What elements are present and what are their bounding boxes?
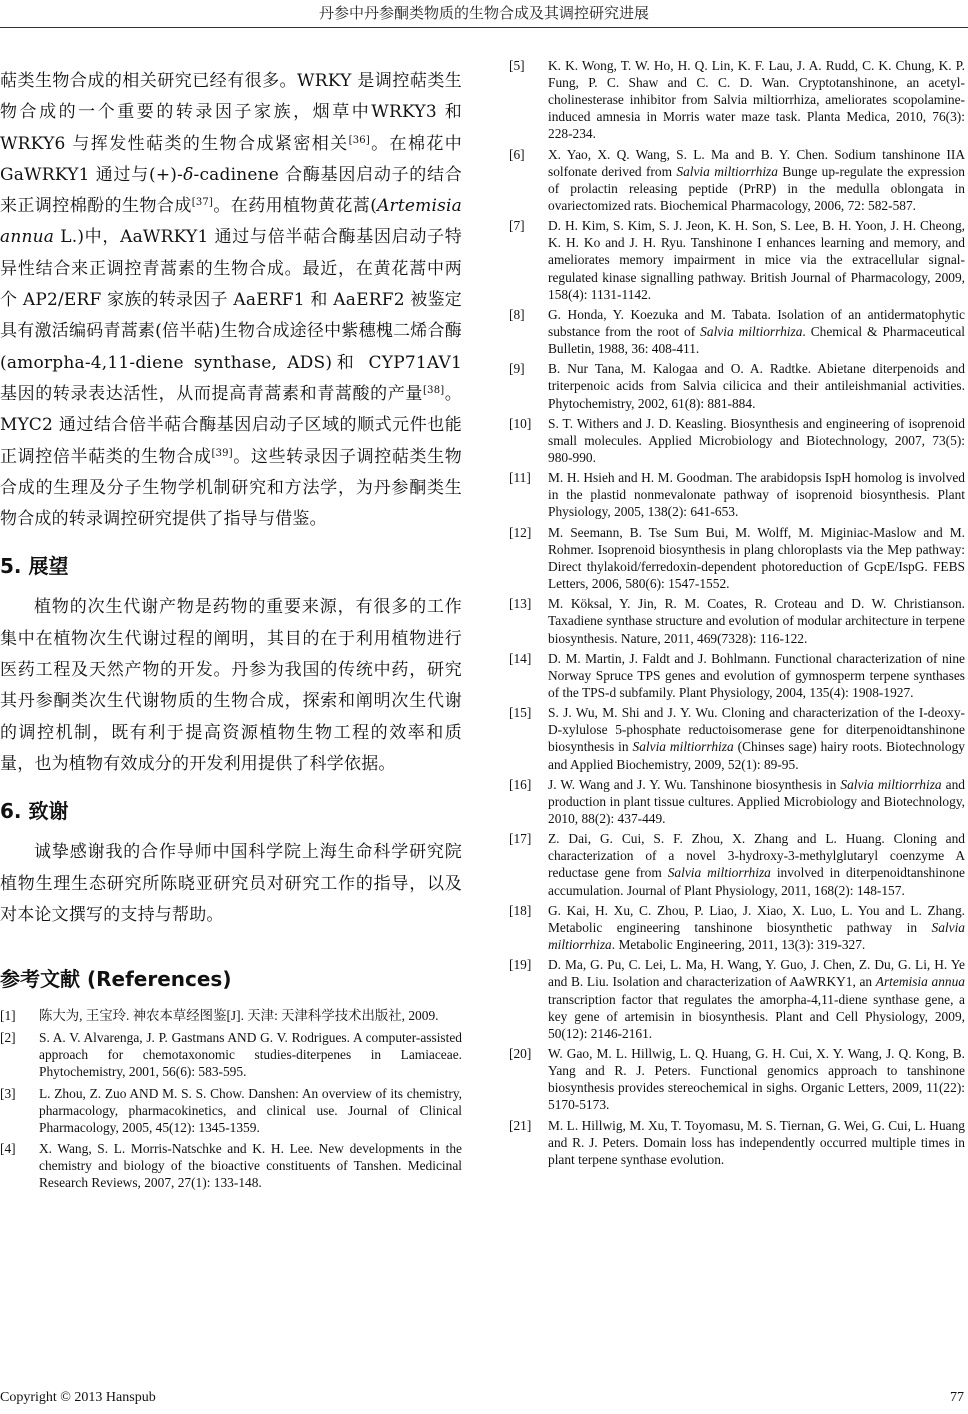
reference-text: M. H. Hsieh and H. M. Goodman. The arabidopsis IspH homolog is involved in the plastid nonmevalonate pathway of isoprenoid biosynthesis. Plant Physiology, 2005, 138(2): 641-653.: [548, 470, 965, 520]
reference-item: [509, 956, 965, 1041]
reference-number: [18]: [509, 902, 532, 918]
reference-number: [3]: [0, 1085, 16, 1101]
reference-number: [9]: [509, 361, 525, 377]
running-header: 丹参中丹参酮类物质的生物合成及其调控研究进展: [318, 4, 649, 22]
reference-text: J. W. Wang and J. Y. Wu. Tanshinone biosynthesis in Salvia miltiorrhiza and production in plant tissue cultures. Applied Microbiology and Biotechnology, 2010, 88(2): 437-449.: [548, 776, 965, 826]
reference-text: X. Yao, X. Q. Wang, S. L. Ma and B. Y. Chen. Sodium tanshinone IIA solfonate derived from Salvia miltiorrhiza Bunge up-regulate the expression of prolactin releasing peptide (PrRP) in the medulla oblongata in ovariectomized rats. Biochemical Pharmacology, 2006, 72: 582-587.: [548, 146, 965, 213]
reference-text: X. Wang, S. L. Morris-Natschke and K. H. Lee. New developments in the chemistry and biology of the bioactive constituents of Tanshen. Medicinal Research Reviews, 2007, 27(1): 133-148.: [39, 1141, 462, 1191]
reference-item: [509, 469, 965, 520]
reference-number: [14]: [509, 650, 532, 666]
reference-number: [16]: [509, 776, 532, 792]
reference-item: [509, 415, 965, 466]
reference-number: [2]: [0, 1029, 16, 1045]
reference-text: B. Nur Tana, M. Kalogaa and O. A. Radtke. Abietane diterpenoids and triterpenoic acids from Salvia cilicica and their antileishmanial activities. Phytochemistry, 2002, 61(8): 881-884.: [548, 361, 965, 411]
reference-number: [6]: [509, 146, 525, 162]
left-column: [0, 66, 462, 1196]
reference-text: Z. Dai, G. Cui, S. F. Zhou, X. Zhang and L. Huang. Cloning and characterization of a novel 3-hydroxy-3-methylglutaryl coenzyme A reductase gene from Salvia miltiorrhiza involved in diterpenoidtanshinone accumulation. Journal of Plant Physiology, 2011, 168(2): 148-157.: [548, 831, 965, 898]
reference-item: [509, 776, 965, 827]
page-number: 77: [950, 1390, 964, 1405]
body-paragraph-outlook: 植物的次生代谢产物是药物的重要来源，有很多的工作集中在植物次生代谢过程的阐明，其目的在于利用植物进行医药工程及天然产物的开发。丹参为我国的传统中药，研究其丹参酮类次生代谢物质的生物合成，探索和阐明次生代谢的调控机制，既有利于提高资源植物生物工程的效率和质量，也为植物有效成分的开发利用提供了科学依据。: [0, 597, 462, 774]
reference-text: D. H. Kim, S. Kim, S. J. Jeon, K. H. Son, S. Lee, B. H. Yoon, J. H. Cheong, K. H. Ko and J. H. Ryu. Tanshinone I enhances learning and memory, and ameliorates memory impairment in mice via the extracellular signal-regulated kinase signalling pathway. British Journal of Pharmacology, 2009, 158(4): 1131-1142.: [548, 218, 965, 302]
reference-number: [15]: [509, 705, 532, 721]
reference-item: [509, 1045, 965, 1113]
section-heading-acknowledgement: 6. 致谢: [0, 799, 69, 824]
reference-item: [0, 1007, 462, 1024]
reference-item: [0, 1029, 462, 1080]
reference-item: [509, 1117, 965, 1168]
reference-item: [509, 902, 965, 953]
reference-number: [7]: [509, 218, 525, 234]
reference-text: 陈大为, 王宝玲. 神农本草经图鉴[J]. 天津: 天津科学技术出版社, 2009.: [39, 1008, 439, 1024]
footer-copyright: Copyright © 2013 Hanspub: [0, 1390, 156, 1405]
reference-text: S. A. V. Alvarenga, J. P. Gastmans AND G. V. Rodrigues. A computer-assisted approach for chemotaxonomic studies-diterpenes in Lamiaceae. Phytochemistry, 2001, 56(6): 583-595.: [39, 1029, 462, 1079]
reference-text: W. Gao, M. L. Hillwig, L. Q. Huang, G. H. Cui, X. Y. Wang, J. Q. Kong, B. Yang and R. J. Peters. Functional genomics approach to tanshinone biosynthesis provides stereochemical in sighs. Organic Letters, 2009, 11(22): 5170-5173.: [548, 1045, 965, 1113]
reference-number: [11]: [509, 470, 531, 486]
reference-text: S. J. Wu, M. Shi and J. Y. Wu. Cloning and characterization of the I-deoxy-D-xylulose 5-phosphate reductoisomerase gene for diterpenoidtanshinone biosynthesis in Salvia miltiorrhiza (Chinses sage) hairy roots. Biotechnology and Applied Biochemistry, 2009, 52(1): 89-95.: [548, 705, 965, 772]
reference-number: [10]: [509, 415, 532, 431]
reference-text: M. Seemann, B. Tse Sum Bui, M. Wolff, M. Miginiac-Maslow and M. Rohmer. Isoprenoid biosynthesis in plang chloroplasts via the Mep pathway: Direct thylakoid/ferredoxin-dependent photoreduction of GcpE/IspG. FEBS Letters, 2006, 580(6): 1547-1552.: [548, 524, 965, 592]
reference-item: [0, 1085, 462, 1136]
reference-number: [12]: [509, 524, 532, 540]
reference-item: [509, 360, 965, 411]
reference-text: D. Ma, G. Pu, C. Lei, L. Ma, H. Wang, Y. Guo, J. Chen, Z. Du, G. Li, H. Ye and B. Liu. Isolation and characterization of AaWRKY1, an Artemisia annua transcription factor that regulates the amorpha-4,11-diene synthase gene, a key gene of artemisin in biosynthesis. Plant and Cell Physiology, 2009, 50(12): 2146-2161.: [548, 957, 965, 1041]
body-paragraph-acknowledgement: 诚挚感谢我的合作导师中国科学院上海生命科学研究院植物生理生态研究所陈晓亚研究员对研究工作的指导，以及对本论文撰写的支持与帮助。: [0, 842, 462, 925]
reference-text: M. L. Hillwig, M. Xu, T. Toyomasu, M. S. Tiernan, G. Wei, G. Cui, L. Huang and R. J. Peters. Domain loss has independently occurred multiple times in plant terpene synthase evolution.: [548, 1117, 965, 1167]
reference-number: [8]: [509, 306, 525, 322]
references-list-right: [509, 57, 965, 1171]
reference-item: [509, 146, 965, 214]
reference-item: [509, 217, 965, 302]
reference-item: [509, 704, 965, 772]
reference-number: [4]: [0, 1141, 16, 1157]
reference-number: [1]: [0, 1008, 16, 1024]
reference-text: D. M. Martin, J. Faldt and J. Bohlmann. Functional characterization of nine Norway Spruce TPS genes and evolution of gymnosperm terpene synthases of the TPS-d subfamily. Plant Physiology, 2004, 135(4): 1908-1927.: [548, 650, 965, 700]
reference-text: G. Honda, Y. Koezuka and M. Tabata. Isolation of an antidermatophytic substance from the root of Salvia miltiorrhiza. Chemical & Pharmaceutical Bulletin, 1988, 36: 408-411.: [548, 306, 965, 357]
reference-item: [509, 830, 965, 898]
reference-number: [13]: [509, 596, 532, 612]
reference-text: K. K. Wong, T. W. Ho, H. Q. Lin, K. F. Lau, J. A. Rudd, C. K. Chung, K. P. Fung, P. C. Shaw and C. C. D. Wan. Cryptotanshinone, an acetyl-cholinesterase inhibitor from Salvia miltiorrhiza, ameliorates scopolamine-induced amnesia in Morris water maze task. Planta Medica, 2010, 76(3): 228-234.: [548, 58, 965, 142]
reference-number: [21]: [509, 1117, 532, 1133]
reference-item: [509, 524, 965, 592]
header-rule: [0, 27, 968, 28]
reference-item: [509, 306, 965, 357]
reference-text: M. Köksal, Y. Jin, R. M. Coates, R. Croteau and D. W. Christianson. Taxadiene synthase structure and evolution of modular architecture in terpene biosynthesis. Nature, 2011, 469(7328): 116-122.: [548, 596, 965, 646]
reference-item: [509, 650, 965, 701]
reference-text: G. Kai, H. Xu, C. Zhou, P. Liao, J. Xiao, X. Luo, L. You and L. Zhang. Metabolic engineering tanshinone biosynthetic pathway in Salvia miltiorrhiza. Metabolic Engineering, 2011, 13(3): 319-327.: [548, 902, 965, 953]
reference-number: [19]: [509, 957, 532, 973]
reference-number: [17]: [509, 831, 532, 847]
section-heading-outlook: 5. 展望: [0, 554, 69, 579]
reference-item: [0, 1140, 462, 1191]
reference-number: [20]: [509, 1045, 532, 1061]
reference-text: L. Zhou, Z. Zuo AND M. S. S. Chow. Danshen: An overview of its chemistry, pharmacology, pharmacokinetics, and clinical use. Journal of Clinical Pharmacology, 2005, 45(12): 1345-1359.: [39, 1085, 462, 1135]
body-paragraph-wrky: 萜类生物合成的相关研究已经有很多。WRKY 是调控萜类生物合成的一个重要的转录因子家族，烟草中WRKY3 和 WRKY6 与挥发性萜类的生物合成紧密相关[36]。在棉花中 GaWRKY1 通过与(+)-δ-cadinene 合酶基因启动子的结合来正调控棉酚的生物合成[37]。在药用植物黄花蒿(Artemisia annua L.)中，AaWRKY1 通过与倍半萜合酶基因启动子特异性结合来正调控青蒿素的生物合成。最近，在黄花蒿中两个 AP2/ERF 家族的转录因子 AaERF1 和 AaERF2 被鉴定具有激活编码青蒿素(倍半萜)生物合成途径中紫穗槐二烯合酶(amorpha-4,11-diene synthase, ADS)和 CYP71AV1 基因的转录表达活性，从而提高青蒿素和青蒿酸的产量[38]。MYC2 通过结合倍半萜合酶基因启动子区域的顺式元件也能正调控倍半萜类的生物合成[39]。这些转录因子调控萜类生物合成的生理及分子生物学机制研究和方法学，为丹参酮类生物合成的转录调控研究提供了指导与借鉴。: [0, 71, 463, 530]
references-heading: 参考文献 (References): [0, 967, 232, 992]
reference-text: S. T. Withers and J. D. Keasling. Biosynthesis and engineering of isoprenoid small molecules. Applied Microbiology and Biotechnology, 2007, 73(5): 980-990.: [548, 415, 965, 465]
reference-number: [5]: [509, 58, 525, 73]
reference-item: [509, 595, 965, 646]
references-list-left: [0, 1007, 462, 1191]
reference-item: [509, 57, 965, 142]
